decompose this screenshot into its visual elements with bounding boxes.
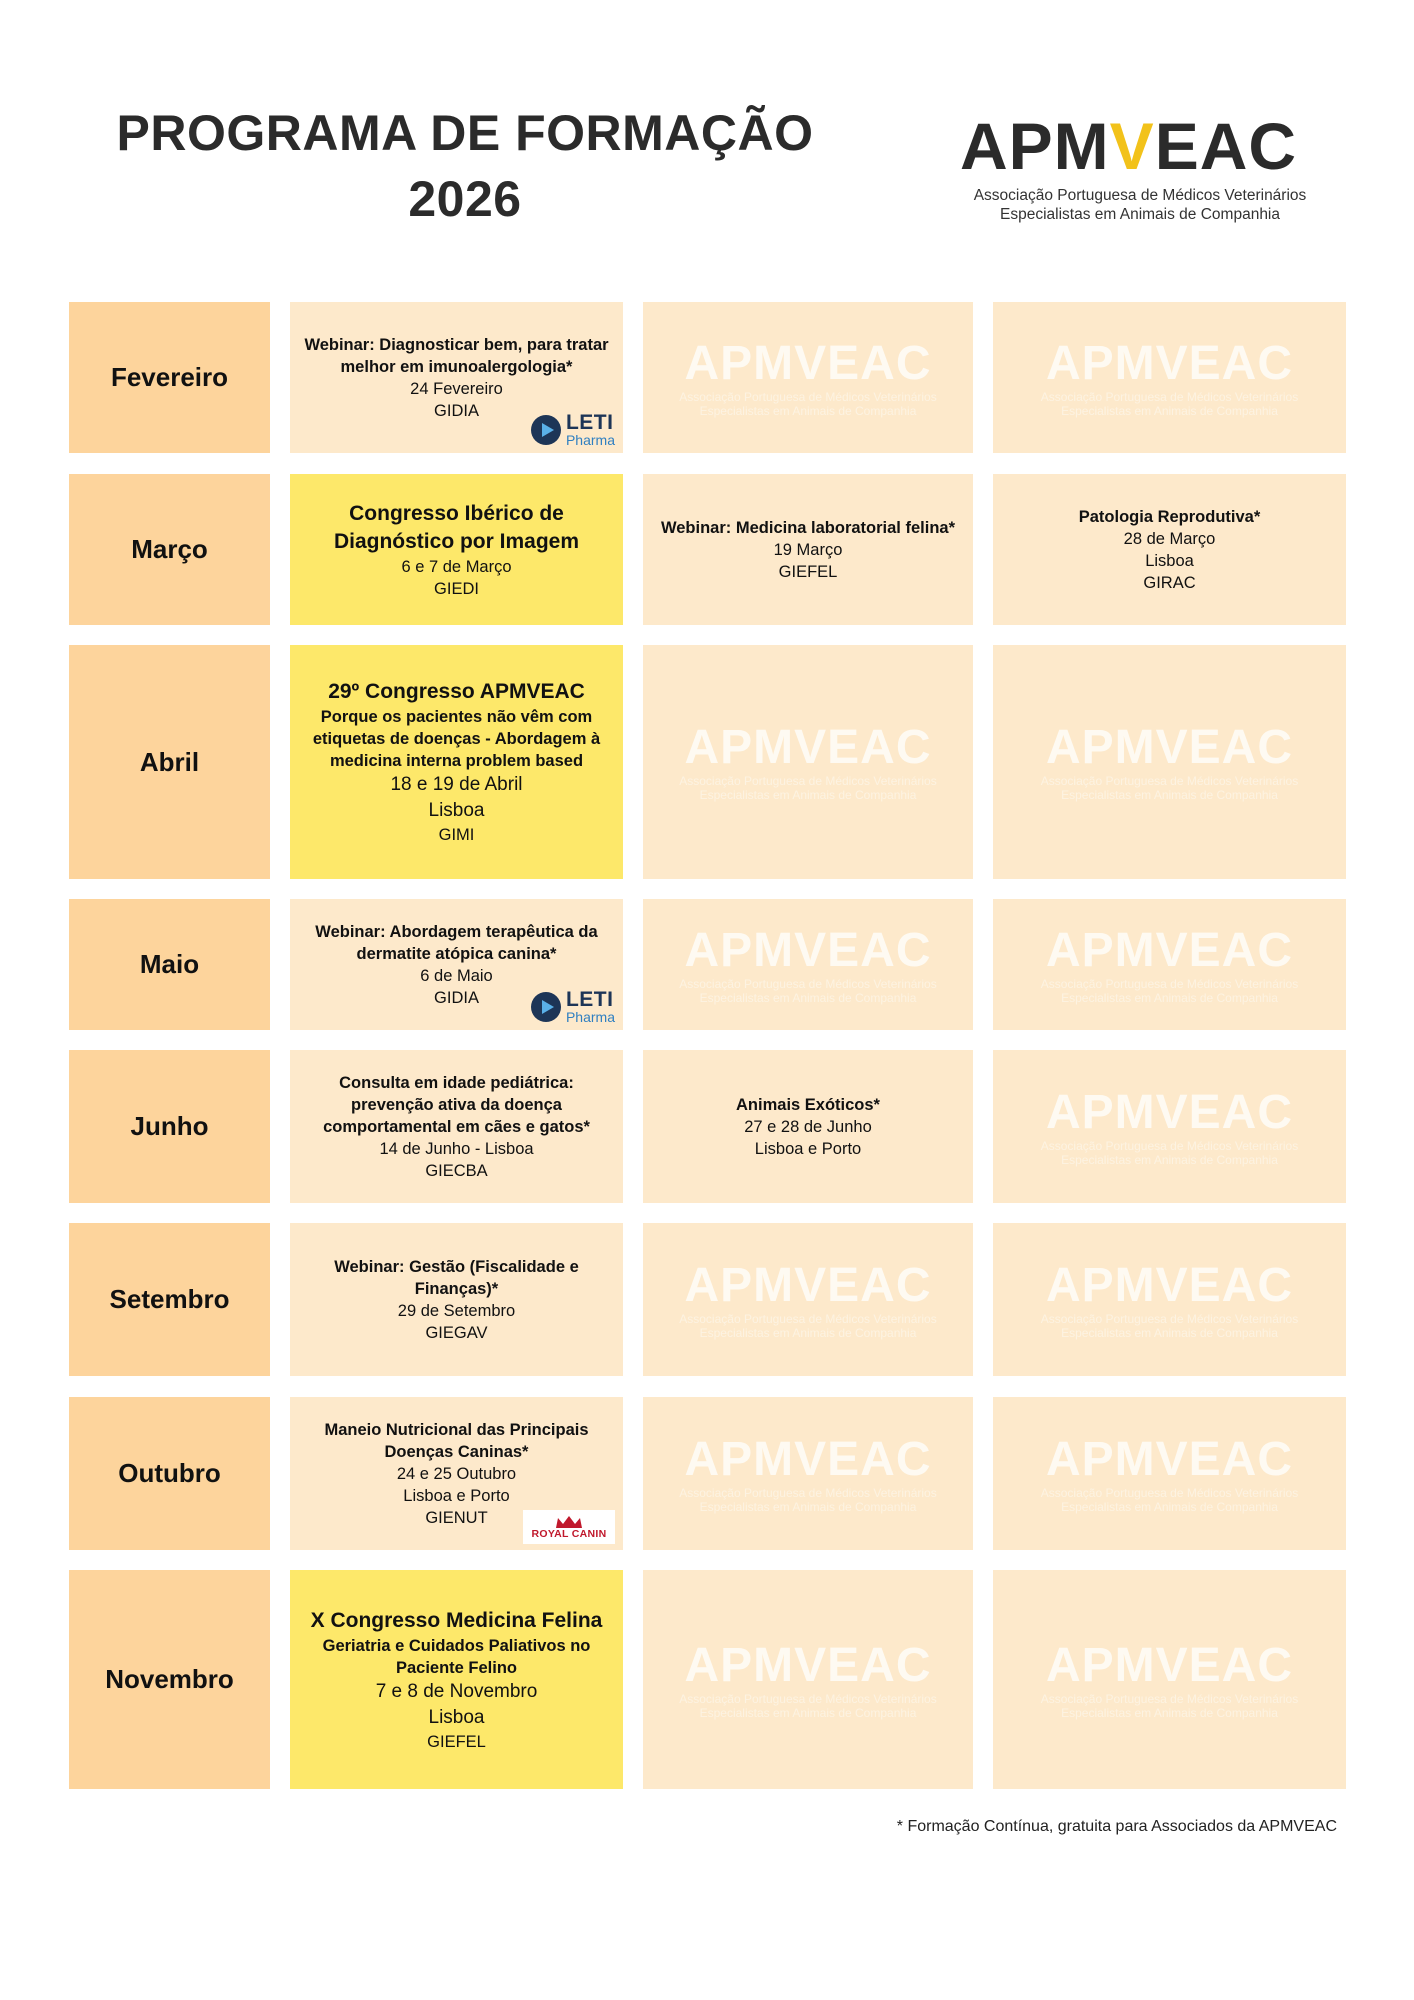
month-junho: Junho: [69, 1050, 270, 1203]
leti-pharma-logo: [530, 989, 615, 1024]
placeholder-word: APMVEAC: [1045, 336, 1294, 390]
month-outubro: Outubro: [69, 1397, 270, 1550]
logo-word-b: V: [1109, 109, 1155, 183]
placeholder-card: [993, 1050, 1346, 1203]
event-title: Webinar: Gestão (Fiscalidade e Finanças)*: [334, 1257, 579, 1298]
title-line-1: PROGRAMA DE FORMAÇÃO: [116, 105, 814, 161]
event-date: 24 Fevereiro: [410, 379, 503, 398]
placeholder-card: [643, 302, 973, 453]
placeholder-line-2: Especialistas em Animais de Companhia: [1061, 403, 1278, 418]
event-place: Lisboa: [428, 800, 485, 821]
placeholder-line-1: Associação Portuguesa de Médicos Veterinários: [1040, 1138, 1299, 1153]
logo-subtitle-line-1: Associação Portuguesa de Médicos Veterinários: [973, 187, 1307, 204]
event-card: [290, 1223, 623, 1376]
placeholder-card: [993, 302, 1346, 453]
placeholder-card: [993, 1397, 1346, 1550]
placeholder-word: APMVEAC: [1045, 1085, 1294, 1139]
placeholder-word: APMVEAC: [1045, 721, 1294, 774]
event-place: Lisboa: [428, 1706, 485, 1728]
month-fevereiro: Fevereiro: [69, 302, 270, 453]
event-date: 6 de Maio: [420, 966, 493, 985]
event-date: 14 de Junho - Lisboa: [379, 1139, 534, 1158]
month-abril: Abril: [69, 645, 270, 879]
placeholder-line-2: Especialistas em Animais de Companhia: [699, 990, 917, 1005]
event-date: 27 e 28 de Junho: [744, 1117, 872, 1136]
placeholder-word: APMVEAC: [1045, 1258, 1294, 1312]
placeholder-word: APMVEAC: [684, 721, 932, 774]
placeholder-line-1: Associação Portuguesa de Médicos Veterinários: [1040, 1311, 1299, 1326]
event-date: 6 e 7 de Março: [401, 557, 512, 576]
leti-name: LETI: [565, 411, 614, 434]
placeholder-line-1: Associação Portuguesa de Médicos Veterinários: [679, 1311, 937, 1326]
placeholder-line-2: Especialistas em Animais de Companhia: [699, 403, 917, 418]
event-title: 29º Congresso APMVEAC: [328, 680, 585, 703]
placeholder-line-1: Associação Portuguesa de Médicos Veterinários: [679, 976, 937, 991]
leti-play-icon: [530, 990, 562, 1024]
placeholder-line-2: Especialistas em Animais de Companhia: [699, 1325, 917, 1340]
leti-name: LETI: [565, 988, 614, 1011]
event-card-congress: [290, 474, 623, 625]
event-title: Animais Exóticos*: [736, 1095, 880, 1114]
logo-word-a: APM: [960, 109, 1110, 183]
event-date: 7 e 8 de Novembro: [375, 1680, 538, 1702]
placeholder-line-1: Associação Portuguesa de Médicos Veterinários: [1040, 1485, 1299, 1500]
royal-canin-logo: [523, 1510, 615, 1544]
placeholder-line-2: Especialistas em Animais de Companhia: [1061, 1705, 1278, 1720]
placeholder-card: [993, 645, 1346, 879]
event-group: GIRAC: [1143, 573, 1196, 592]
event-group: GIDIA: [434, 988, 479, 1007]
placeholder-line-2: Especialistas em Animais de Companhia: [1061, 1499, 1278, 1514]
leti-sub: Pharma: [565, 1009, 615, 1025]
event-group: GIEFEL: [427, 1732, 486, 1751]
placeholder-card: [643, 1570, 973, 1789]
event-date: 18 e 19 de Abril: [390, 774, 523, 795]
placeholder-line-2: Especialistas em Animais de Companhia: [1061, 788, 1278, 802]
placeholder-line-2: Especialistas em Animais de Companhia: [699, 1705, 917, 1720]
month-setembro: Setembro: [69, 1223, 270, 1376]
placeholder-word: APMVEAC: [1045, 1638, 1294, 1692]
event-group: GIECBA: [425, 1161, 488, 1180]
event-group: GIEDI: [434, 579, 479, 598]
event-card: [290, 1050, 623, 1203]
placeholder-line-1: Associação Portuguesa de Médicos Veterinários: [1040, 389, 1299, 404]
event-group: GIENUT: [425, 1508, 488, 1527]
placeholder-line-2: Especialistas em Animais de Companhia: [1061, 1325, 1278, 1340]
event-title: Webinar: Medicina laboratorial felina*: [660, 518, 955, 537]
event-card: [643, 474, 973, 625]
event-date: 24 e 25 Outubro: [396, 1464, 517, 1483]
event-card-congress: [290, 645, 623, 879]
event-card: [290, 1397, 623, 1550]
month-marco: Março: [69, 474, 270, 625]
event-subtitle: Porque os pacientes não vêm com etiquetas de doenças - Abordagem à medicina interna problem based: [312, 708, 601, 770]
title-line-2: 2026: [408, 171, 522, 227]
placeholder-card: [643, 645, 973, 879]
event-card-congress: [290, 1570, 623, 1789]
crown-icon: [554, 1515, 584, 1529]
placeholder-word: APMVEAC: [1045, 1432, 1294, 1486]
month-maio: Maio: [69, 899, 270, 1030]
royal-canin-text: ROYAL CANIN: [531, 1527, 607, 1540]
event-group: GIDIA: [434, 401, 479, 420]
event-place: Lisboa: [1145, 551, 1194, 570]
event-title: Webinar: Abordagem terapêutica da dermatite atópica canina*: [315, 922, 598, 963]
placeholder-word: APMVEAC: [684, 1432, 932, 1486]
placeholder-word: APMVEAC: [684, 336, 932, 390]
logo-subtitle-line-2: Especialistas em Animais de Companhia: [1000, 206, 1280, 223]
placeholder-word: APMVEAC: [684, 1638, 932, 1692]
event-group: GIEFEL: [778, 562, 838, 581]
placeholder-card: [643, 899, 973, 1030]
event-place: Lisboa e Porto: [403, 1486, 510, 1505]
event-title: Consulta em idade pediátrica: prevenção ativa da doença comportamental em cães e gatos*: [323, 1073, 590, 1136]
placeholder-line-1: Associação Portuguesa de Médicos Veterinários: [679, 774, 937, 788]
placeholder-line-2: Especialistas em Animais de Companhia: [1061, 1152, 1278, 1167]
leti-pharma-logo: [530, 412, 615, 447]
event-date: 28 de Março: [1123, 529, 1216, 548]
event-group: GIMI: [438, 826, 475, 844]
event-subtitle: Geriatria e Cuidados Paliativos no Paciente Felino: [322, 1636, 591, 1677]
placeholder-line-1: Associação Portuguesa de Médicos Veterinários: [1040, 774, 1299, 788]
placeholder-word: APMVEAC: [1045, 923, 1294, 977]
event-card: [290, 302, 623, 453]
placeholder-line-1: Associação Portuguesa de Médicos Veterinários: [1040, 976, 1299, 991]
placeholder-card: [993, 899, 1346, 1030]
logo-word-c: EAC: [1154, 109, 1298, 183]
placeholder-word: APMVEAC: [684, 1258, 932, 1312]
event-title: Patologia Reprodutiva*: [1078, 507, 1261, 526]
leti-sub: Pharma: [565, 432, 615, 448]
placeholder-line-2: Especialistas em Animais de Companhia: [699, 1499, 917, 1514]
placeholder-card: [993, 1223, 1346, 1376]
placeholder-card: [643, 1223, 973, 1376]
placeholder-card: [643, 1397, 973, 1550]
event-card: [290, 899, 623, 1030]
month-novembro: Novembro: [69, 1570, 270, 1789]
event-card: [643, 1050, 973, 1203]
event-title: Congresso Ibérico de Diagnóstico por Imagem: [333, 501, 580, 553]
placeholder-line-1: Associação Portuguesa de Médicos Veterinários: [1040, 1691, 1299, 1706]
event-group: GIEGAV: [425, 1323, 488, 1342]
event-card: [993, 474, 1346, 625]
event-place: Lisboa e Porto: [754, 1139, 862, 1158]
placeholder-line-1: Associação Portuguesa de Médicos Veterinários: [679, 389, 937, 404]
placeholder-line-1: Associação Portuguesa de Médicos Veterinários: [679, 1485, 937, 1500]
placeholder-line-1: Associação Portuguesa de Médicos Veterinários: [679, 1691, 937, 1706]
event-date: 19 Março: [773, 540, 843, 559]
event-date: 29 de Setembro: [397, 1301, 516, 1320]
placeholder-line-2: Especialistas em Animais de Companhia: [1061, 990, 1278, 1005]
placeholder-word: APMVEAC: [684, 923, 932, 977]
leti-play-icon: [530, 413, 562, 447]
event-title: Webinar: Diagnosticar bem, para tratar melhor em imunoalergologia*: [304, 335, 609, 376]
event-title: Maneio Nutricional das Principais Doenças Caninas*: [324, 1420, 589, 1461]
footnote: * Formação Contínua, gratuita para Associados da APMVEAC: [896, 1818, 1337, 1835]
placeholder-card: [993, 1570, 1346, 1789]
placeholder-line-2: Especialistas em Animais de Companhia: [699, 788, 917, 802]
event-title: X Congresso Medicina Felina: [310, 1608, 603, 1632]
